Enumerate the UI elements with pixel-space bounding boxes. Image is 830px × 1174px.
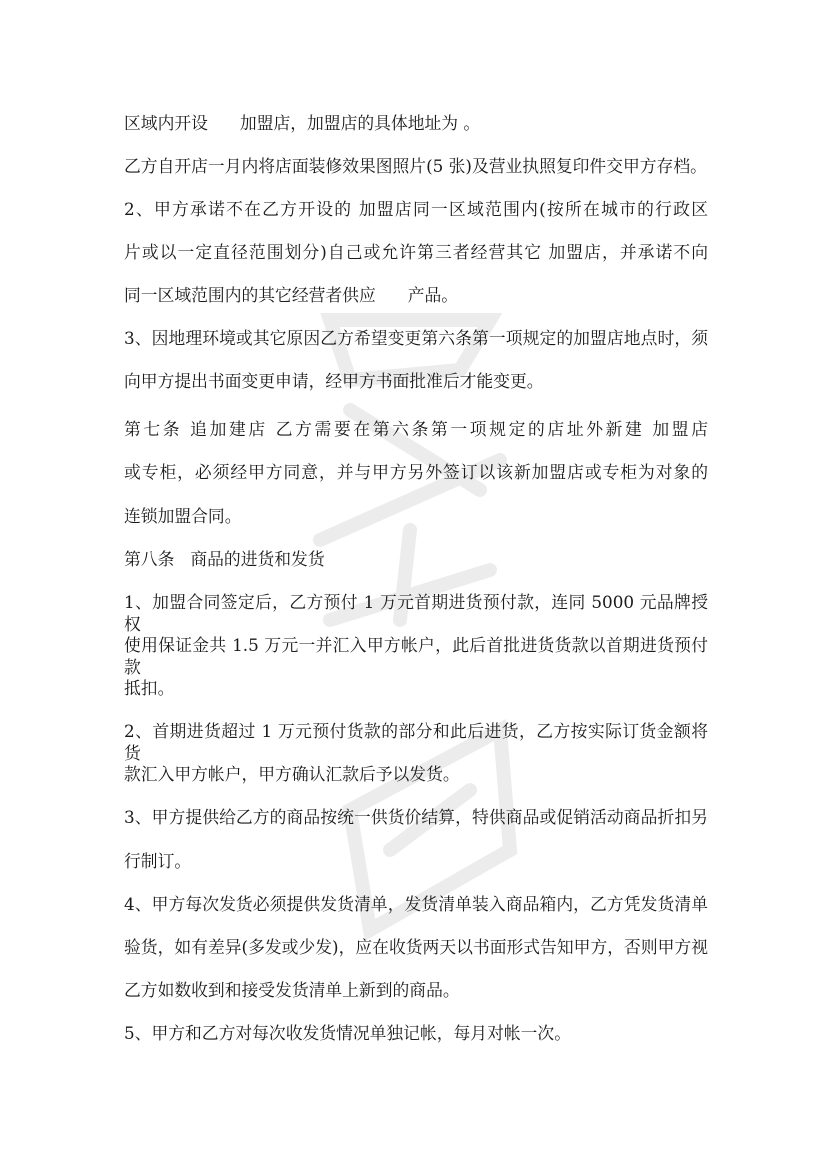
text-line-8: 第七条 追加建店 乙方需要在第六条第一项规定的店址外新建 加盟店 xyxy=(124,419,708,439)
text-line-19: 4、甲方每次发货必须提供发货清单，发货清单装入商品箱内，乙方凭发货清单 xyxy=(124,894,708,914)
text-line-15: 2、首期进货超过 1 万元预付货款的部分和此后进货，乙方按实际订货金额将货 xyxy=(124,721,708,763)
text-line-16: 款汇入甲方帐户，甲方确认汇款后予以发货。 xyxy=(124,764,460,784)
text-line-22: 5、甲方和乙方对每次收发货情况单独记帐，每月对帐一次。 xyxy=(124,1023,571,1043)
text-line-21: 乙方如数收到和接受发货清单上新到的商品。 xyxy=(124,980,460,1000)
text-line-12: 1、加盟合同签定后，乙方预付 1 万元首期进货预付款，连同 5000 元品牌授权 xyxy=(124,592,708,634)
text-line-17: 3、甲方提供给乙方的商品按统一供货价结算，特供商品或促销活动商品折扣另 xyxy=(124,807,708,827)
section-heading-8: 第八条 商品的进货和发货 xyxy=(124,549,325,569)
text-line-9: 或专柜，必须经甲方同意，并与甲方另外签订以该新加盟店或专柜为对象的 xyxy=(124,462,708,482)
text-line-10: 连锁加盟合同。 xyxy=(124,506,242,526)
text-line-7: 向甲方提出书面变更申请，经甲方书面批准后才能变更。 xyxy=(124,371,544,391)
text-line-18: 行制订。 xyxy=(124,851,192,871)
text-line-20: 验货，如有差异(多发或少发)，应在收货两天以书面形式告知甲方，否则甲方视 xyxy=(124,937,708,957)
text-line-1: 区域内开设 加盟店，加盟店的具体地址为 。 xyxy=(124,113,481,133)
text-line-13: 使用保证金共 1.5 万元一并汇入甲方帐户，此后首批进货货款以首期进货预付款 xyxy=(124,635,708,677)
text-line-2: 乙方自开店一月内将店面装修效果图照片(5 张)及营业执照复印件交甲方存档。 xyxy=(124,156,707,176)
text-line-14: 抵扣。 xyxy=(124,678,175,698)
text-line-4: 片或以一定直径范围划分)自己或允许第三者经营其它 加盟店，并承诺不向 xyxy=(124,242,708,262)
text-line-3: 2、甲方承诺不在乙方开设的 加盟店同一区域范围内(按所在城市的行政区 xyxy=(124,199,708,219)
text-line-6: 3、因地理环境或其它原因乙方希望变更第六条第一项规定的加盟店地点时，须 xyxy=(124,328,708,348)
text-line-5: 同一区域范围内的其它经营者供应 产品。 xyxy=(124,285,459,305)
